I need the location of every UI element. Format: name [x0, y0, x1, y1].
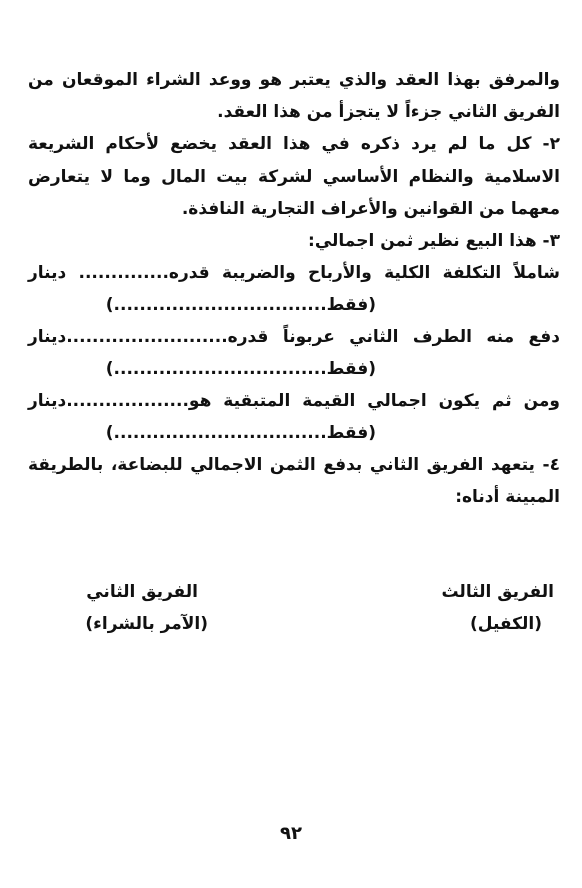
- body-line-5: معهما من القوانين والأعراف التجارية النافذة.: [181, 199, 560, 219]
- body-line-6: ٣- هذا البيع نظير ثمن اجمالي:: [308, 231, 560, 251]
- body-line-13: ٤- يتعهد الفريق الثاني بدفع الثمن الاجمالي للبضاعة، بالطريقة: [28, 455, 560, 475]
- body-line-12: (فقط.................................): [105, 423, 376, 443]
- body-line-9: دفع منه الطرف الثاني عربوناً قدره.........................دينار: [28, 327, 560, 347]
- body-line-7: شاملاً التكلفة الكلية والأرباح والضريبة قدره.............. دينار: [28, 263, 560, 283]
- third-party-title: الفريق الثالث: [441, 582, 554, 602]
- body-line-3: ٢- كل ما لم يرد ذكره في هذا العقد يخضع لأحكام الشريعة: [28, 134, 560, 154]
- body-line-14: المبينة أدناه:: [455, 487, 560, 507]
- body-line-4: الاسلامية والنظام الأساسي لشركة بيت المال وما لا يتعارض: [28, 167, 560, 187]
- page-number: ٩٢: [280, 823, 302, 844]
- second-party-role: (الآمر بالشراء): [85, 614, 208, 634]
- body-line-2: الفريق الثاني جزءاً لا يتجزأ من هذا العقد.: [217, 102, 560, 122]
- body-line-8: (فقط.................................): [105, 295, 376, 315]
- body-line-1: والمرفق بهذا العقد والذي يعتبر هو ووعد الشراء الموقعان من: [28, 70, 560, 90]
- body-line-11: ومن ثم يكون اجمالي القيمة المتبقية هو...................دينار: [28, 391, 560, 411]
- body-line-10: (فقط.................................): [105, 359, 376, 379]
- second-party-title: الفريق الثاني: [86, 582, 198, 602]
- third-party-role: (الكفيل): [470, 614, 542, 634]
